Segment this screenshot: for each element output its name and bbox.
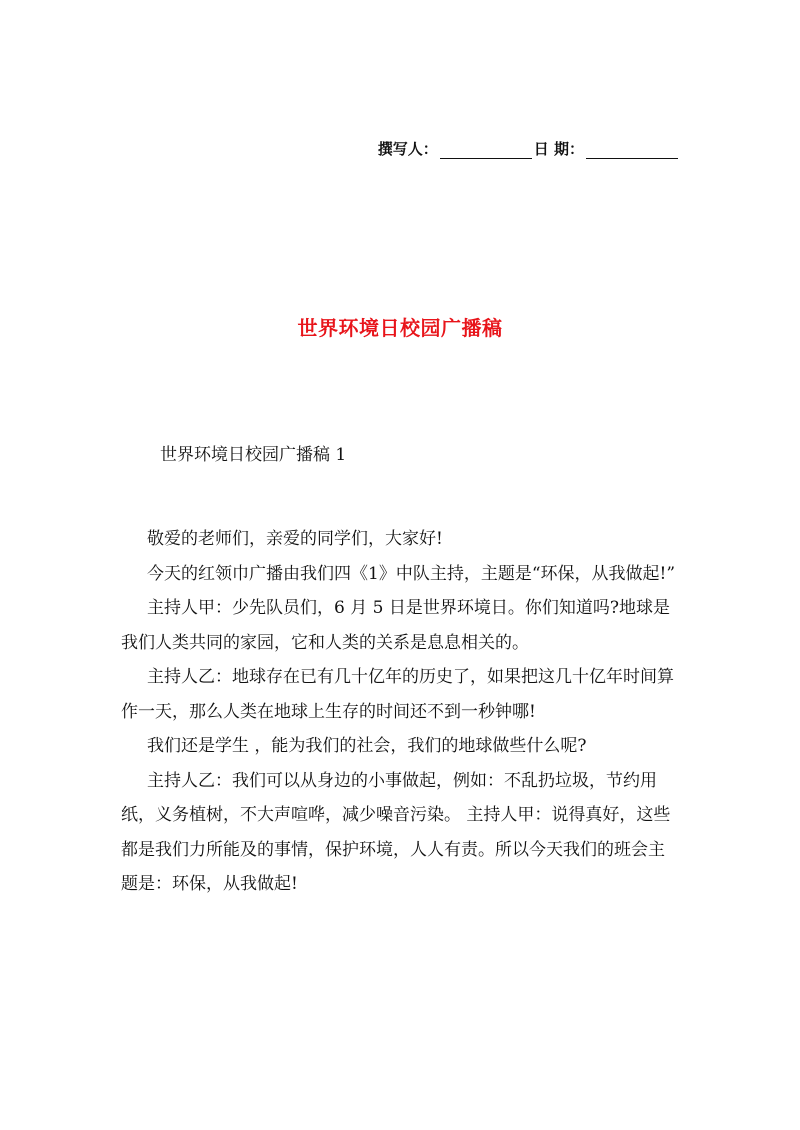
author-date-line xyxy=(378,138,680,159)
body-text xyxy=(121,522,681,902)
document-title: 世界环境日校园广播稿 xyxy=(297,316,503,340)
paragraph: 主持人乙：我们可以从身边的小事做起，例如：不乱扔垃圾，节约用纸，义务植树，不大声喧哗，减少噪音污染。 主持人甲：说得真好，这些都是我们力所能及的事情，保护环境，人人有责。所以今天我们的班会主题是：环保，从我做起! xyxy=(121,770,671,894)
date-label: 日 期： xyxy=(533,140,584,158)
author-blank xyxy=(440,144,532,159)
paragraph: 主持人乙：地球存在已有几十亿年的历史了，如果把这几十亿年时间算作一天，那么人类在地球上生存的时间还不到一秒钟哪! xyxy=(121,667,674,722)
date-blank xyxy=(586,144,678,159)
author-label: 撰写人： xyxy=(377,140,438,158)
paragraph: 主持人甲：少先队员们，6 月 5 日是世界环境日。你们知道吗?地球是我们人类共同的家园，它和人类的关系是息息相关的。 xyxy=(121,598,670,653)
section-heading: 世界环境日校园广播稿 1 xyxy=(160,445,347,465)
paragraph: 敬爱的老师们，亲爱的同学们，大家好! xyxy=(147,529,443,549)
paragraph: 我们还是学生 ，能为我们的社会，我们的地球做些什么呢? xyxy=(147,736,587,756)
paragraph: 今天的红领巾广播由我们四《1》中队主持，主题是“环保，从我做起!” xyxy=(147,563,676,584)
